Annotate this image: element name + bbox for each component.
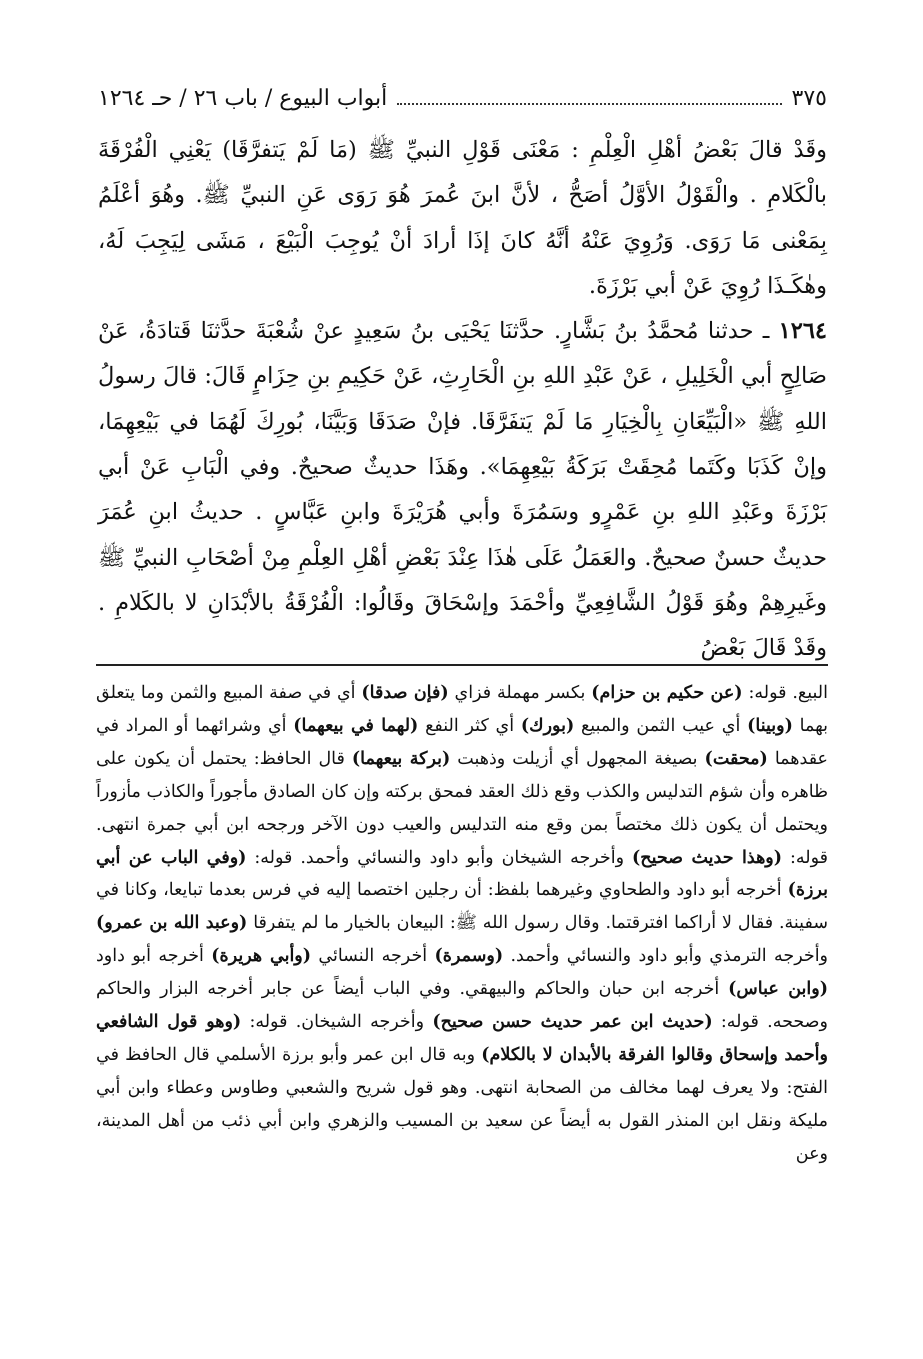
hadith-text: ـ حدثنا مُحمَّدُ بنُ بَشَّارٍ. حدَّثنَا يَحْيَى بنُ سَعِيدٍ عنْ شُعْبَةَ حدَّثنَا قَتادَةُ، عَنْ صَالِحٍ أبي الْخَلِيلِ ، عَنْ عَبْدِ اللهِ بنِ الْحَارِثِ، عَنْ حَكِيمِ بنِ حِزَامٍ قَالَ: قالَ رسولُ اللهِ ﷺ «الْبَيِّعَانِ بِالْخِيَارِ مَا لَمْ يَتفَرَّقَا. فإنْ صَدَقَا وَبَيَّنَا، بُورِكَ لَهُمَا في بَيْعِهِمَا، وإنْ كَذَبَا وكَتَما مُحِقَتْ بَرَكَةُ بَيْعِهِمَا». وهَذَا حديثٌ صحيحٌ. وفي الْبَابِ عَنْ أبي بَرْزَةَ وعَبْدِ اللهِ بنِ عَمْرٍو وسَمُرَةَ وأبي هُرَيْرَةَ وابنِ عَبَّاسٍ . حديثُ ابنِ عُمَرَ حديثٌ حسنٌ صحيحٌ. والعَمَلُ عَلَى هٰذَا عِنْدَ بَعْضِ أهْلِ العِلْمِ مِنْ أصْحَابِ النبيِّ ﷺ وغَيرِهِمْ وهُوَ قَوْلُ الشَّافِعِيِّ وأحْمَدَ وإسْحَاقَ وقَالُوا: الْفُرْقَةُ بالأبْدَانِ لا بالكَلامِ . وقَدْ قَالَ بَعْضُ	[98, 318, 827, 662]
commentary-quote: (وبينا)	[747, 715, 793, 736]
commentary-quote: (بركة بيعهما)	[351, 748, 451, 769]
header-title: أبواب البيوع / باب ٢٦ / حـ ١٢٦٤	[98, 85, 388, 111]
commentary-quote: (وهو قول الشافعي وأحمد وإسحاق وقالوا الفرقة بالأبدان لا بالكلام)	[96, 1012, 828, 1065]
commentary-text-run: أخرجه أبو داود والطحاوي وغيرهما بلفظ: أن رجلين اختصما إليه في فرس بعدما تبايعا، وكانا في سفينة. فقال لا أراكما افترقتما. وقال رسول الله ﷺ: البيعان بالخيار ما لم يتفرقا	[96, 880, 828, 934]
commentary-quote: (لهما في بيعهما)	[293, 715, 419, 736]
commentary-quote: (وفي الباب عن أبي برزة)	[96, 847, 828, 901]
running-header	[98, 78, 827, 118]
footnote-separator	[96, 664, 828, 666]
commentary-text-run: وأخرجه الشيخان وأبو داود والنسائي وأحمد. قوله:	[246, 847, 633, 868]
commentary-paragraph	[96, 677, 828, 1171]
commentary-text-run: بكسر مهملة فزاي	[448, 683, 592, 703]
commentary-quote: (وعبد الله بن عمرو)	[96, 913, 248, 934]
commentary-quote: (وسمرة)	[434, 946, 504, 967]
commentary-quote: (فإن صدقا)	[361, 683, 449, 703]
commentary-quote: (وابن عباس)	[728, 979, 828, 1000]
commentary-quote: (وأبي هريرة)	[211, 946, 312, 967]
commentary-text-run: وأخرجه الترمذي وأبو داود والنسائي وأحمد.	[503, 946, 829, 967]
header-dot-leader	[397, 103, 781, 105]
commentary-quote: (حديث ابن عمر حديث حسن صحيح)	[432, 1012, 713, 1033]
commentary-quote: (محقت)	[704, 748, 768, 769]
commentary-quote: (بورك)	[520, 715, 575, 736]
commentary-text-run: وأخرجه الشيخان. قوله:	[241, 1012, 433, 1033]
commentary-text-run: أي في صفة المبيع والثمن وما يتعلق بهما	[96, 683, 829, 736]
commentary-text-run: أخرجه النسائي	[311, 946, 435, 967]
commentary-text-run: أي وشرائهما أو المراد في عقدهما	[96, 715, 828, 769]
commentary-text-run: قال الحافظ: يحتمل أن يكون على ظاهره وأن شؤم التدليس والكذب وقع ذلك العقد فمحق بركته وإن كان الصادق مأجوراً والكاذب مأزوراً ويحتمل أن يكون ذلك مختصاً بمن وقع منه التدليس والعيب دون الآخر ورجحه ابن أبي جمرة انتهى. قوله:	[96, 748, 829, 868]
commentary-text	[96, 677, 828, 1171]
commentary-quote: (وهذا حديث صحيح)	[632, 847, 783, 868]
commentary-text-run: وبه قال ابن عمر وأبو برزة الأسلمي قال الحافظ في الفتح: ولا يعرف لهما مخالف من الصحابة انتهى. وهو قول شريح والشعبي وطاوس وعطاء وابن أبي مليكة ونقل ابن المنذر القول به أيضاً عن سعيد بن المسيب والزهري وابن أبي ذئب من أهل المدينة، وعن	[96, 1044, 828, 1164]
commentary-text-run: أخرجه أبو داود	[96, 946, 212, 967]
commentary-text-run: أي كثر النفع	[418, 715, 521, 736]
commentary-quote: (عن حكيم بن حزام)	[591, 683, 743, 703]
hadith-paragraph	[98, 309, 827, 671]
commentary-text-run: البيع. قوله:	[742, 683, 828, 703]
hadith-number: ١٢٦٤	[778, 318, 827, 345]
main-text	[98, 128, 827, 672]
page-number: ٣٧٥	[791, 85, 827, 111]
main-paragraph-1: وقَدْ قالَ بَعْضُ أهْلِ الْعِلْمِ : مَعْنَى قَوْلِ النبيِّ ﷺ (مَا لَمْ يَتفرَّقَا) يَعْنِي الْفُرْقَةَ بالْكَلامِ . والْقَوْلُ الأوَّلُ أصَحُّ ، لأنَّ ابنَ عُمرَ هُوَ رَوَى عَنِ النبيِّ ﷺ. وهُوَ أعْلَمُ بِمَعْنى مَا رَوَى. وَرُوِيَ عَنْهُ أنَّهُ كانَ إذَا أرادَ أنْ يُوجِبَ الْبَيْعَ ، مَشَى لِيَجِبَ لَهُ، وهٰكَـذَا رُوِيَ عَنْ أبي بَرْزَةَ.	[98, 137, 827, 299]
commentary-text-run: أي عيب الثمن والمبيع	[574, 715, 748, 736]
commentary-text-run: أخرجه ابن حبان والحاكم والبيهقي. وفي الباب أيضاً عن جابر أخرجه البزار والحاكم وصححه. قوله:	[96, 979, 828, 1033]
commentary-text-run: بصيغة المجهول أي أزيلت وذهبت	[450, 748, 705, 769]
